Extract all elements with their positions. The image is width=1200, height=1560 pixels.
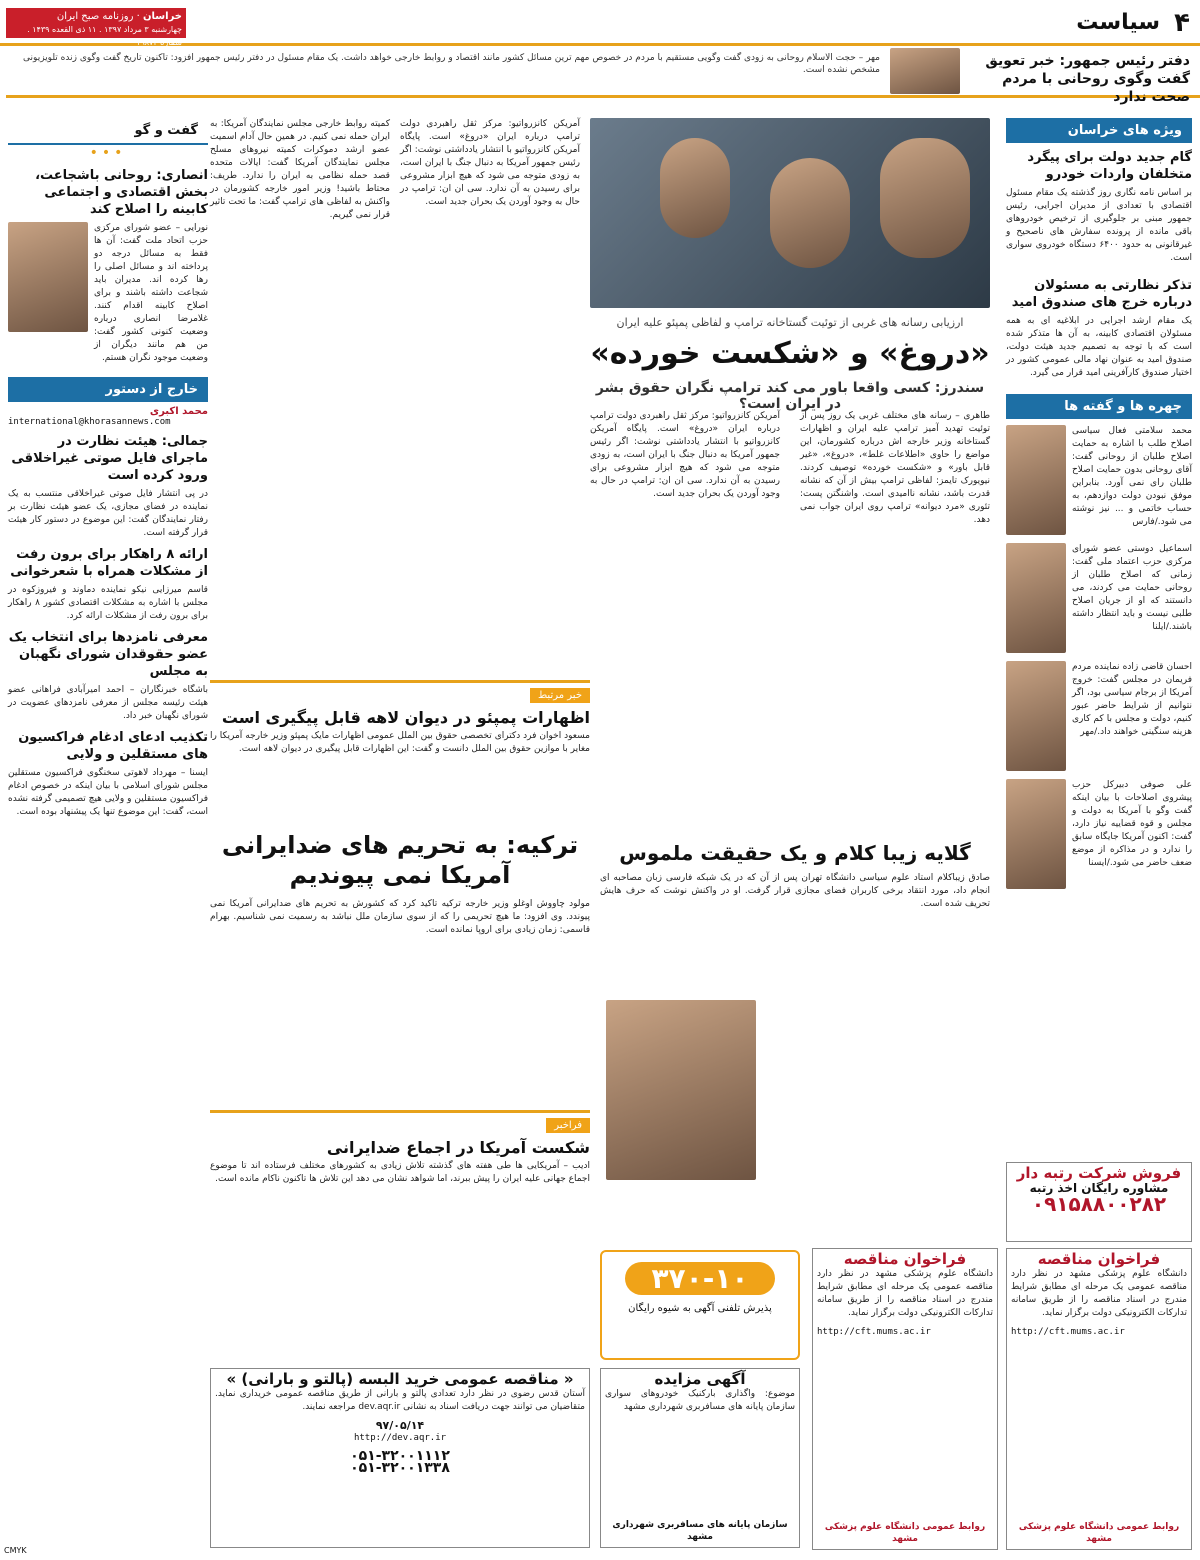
left-story2-title[interactable]: جمالی: هیئت نظارت در ماجرای فایل صوتی غیراخلاقی ورود کرده است (11, 434, 208, 483)
auction-title: آگهی مزایده (654, 1370, 746, 1388)
face1-photo (1006, 425, 1066, 535)
face-item (1006, 661, 1192, 771)
turkey-title[interactable]: ترکیه: به تحریم های ضدایرانی آمریکا نمی پیوندیم (221, 831, 579, 889)
left-story3-text: قاسم میرزایی نیکو نماینده دماوند و فیروزکوه در مجلس با اشاره به مشکلات اقتصادی کشور ۸ راهکار برای برون رفت از مشکلات ارائه کرد. (8, 585, 208, 621)
column-author: محمد اکبری (149, 406, 208, 417)
main-subhead: سندرز: کسی واقعا باور می کند ترامپ نگران حقوق بشر در ایران است؟ (595, 380, 985, 412)
tender-ad-footer: روابط عمومی دانشگاه علوم پزشکی مشهد (1018, 1522, 1180, 1544)
kala-story (600, 840, 990, 1240)
masthead-name: خراسان (143, 11, 182, 22)
phone-ad-number: ۳۷۰-۱۰ (625, 1262, 775, 1295)
left-head-1: گفت و گو (8, 118, 208, 145)
fail-title[interactable]: شکست آمریکا در اجماع ضدایرانی (326, 1138, 590, 1157)
left-story1 (8, 222, 208, 365)
left-story1-text: نورایی – عضو شورای مرکزی حزب اتحاد ملت گفت: آن ها فقط به مسائل درجه دو پرداخته اند و مسائل اصلی را رها کرده اند. مدیران باید شجاعت داشته باشند و برای اصلاح کابینه اقدام کنند. غلامرضا انصاری درباره وضعیت کنونی کشور گفت: من هم مانند دیگران از وضعیت موجود نگران هستم. (94, 223, 208, 363)
face3-photo (1006, 661, 1066, 771)
tender-ad-footer: روابط عمومی دانشگاه علوم پزشکی مشهد (824, 1522, 986, 1544)
cmyk-mark: CMYK (4, 1546, 27, 1555)
lead-strip (6, 46, 1200, 105)
face-item (1006, 779, 1192, 889)
fail-label: فراخبر (546, 1118, 590, 1133)
tender-ad-2[interactable] (812, 1248, 998, 1550)
right-column (1006, 118, 1192, 1158)
astan-text: آستان قدس رضوی در نظر دارد تعدادی پالتو و بارانی از طریق مناقصه عمومی خریداری نماید. متقاضیان می توانند جهت دریافت اسناد به نشانی dev.aqr.ir مراجعه نمایند. (215, 1389, 585, 1412)
face4-text: علی صوفی دبیرکل حزب پیشروی اصلاحات با بیان اینکه گفت وگو با آمریکا به دولت و مجلس و قوه قضاییه نیاز دارد، گفت: اکنون آمریکا جایگاه سابق را ندارد و در مذاکره از موضع ضعف حاضر می شود./ایسنا (1072, 780, 1192, 868)
tender-ad-text: دانشگاه علوم پزشکی مشهد در نظر دارد مناقصه عمومی یک مرحله ای مطابق شرایط مندرج در اسناد مناقصه را از طریق سامانه تدارکات الکترونیکی دولت برگزار نماید. (817, 1269, 993, 1318)
main-caption: ارزیابی رسانه های غربی از توئیت گستاخانه ترامپ و لفاظی پمپئو علیه ایران (616, 316, 964, 329)
fail-text: ادیب – آمریکایی ها طی هفته های گذشته تلاش زیادی به کشورهای مختلف فرستاده اند تا موضوع اجماع جهانی علیه ایران را پیش ببرند، اما شواهد نشان می دهد این تلاش ها تاکنون ناکام مانده است. (210, 1161, 590, 1184)
company-ad[interactable] (1006, 1162, 1192, 1242)
company-ad-sub: مشاوره رایگان اخذ رتبه (1029, 1181, 1169, 1195)
right-story2-text: یک مقام ارشد اجرایی در ابلاغیه ای به همه مسئولان اقتصادی کابینه، به آن ها متذکر شده است که با توجه به تصمیم جدید هیئت دولت، صندوق امید به عنوان نهاد مالی عمومی کشور در اختیار صندوق کارآفرینی امید قرار می گیرد. (1006, 316, 1192, 378)
related-text: مسعود اخوان فرد دکترای تخصصی حقوق بین الملل عمومی اظهارات مایک پمپئو وزیر خارجه آمریکا را مغایر با موازین حقوق بین الملل دانست و گفت: این اظهارات قابل پیگیری در دیوان لاهه است. (210, 731, 590, 754)
left-column (8, 118, 208, 1548)
company-ad-title: فروش شرکت رتبه دار (1016, 1164, 1182, 1182)
tender-ad-title: فراخوان مناقصه (1037, 1250, 1161, 1268)
kala-photo (606, 1000, 756, 1180)
turkey-text: مولود چاووش اوغلو وزیر خارجه ترکیه تاکید کرد که کشورش به تحریم های ضدایرانی آمریکا نمی پیوندد. وی افزود: ما هیچ تحریمی را که از سوی سازمان ملل نباشد به رسمیت نمی شناسیم. بهرام قاسمی: زمان زیادی برای اروپا نمانده است. (210, 899, 590, 935)
section-title: سیاست (1076, 10, 1160, 35)
face2-text: اسماعیل دوستی عضو شورای مرکزی حزب اعتماد ملی گفت: زمانی که اصلاح طلبان از روحانی حمایت می کردند، می دانستند که او از جریان اصلاح طلبی نیست و باید انتظار داشته باشند./ایلنا (1072, 544, 1192, 632)
turkey-story (210, 830, 590, 1100)
face4-photo (1006, 779, 1066, 889)
auction-ad[interactable] (600, 1368, 800, 1548)
kala-title[interactable]: گلایه زیبا کلام و یک حقیقت ملموس (619, 841, 971, 865)
left-story4-text: باشگاه خبرنگاران – احمد امیرآبادی فراهانی عضو هیئت رئیسه مجلس از معرفی نامزدهای عضویت در شورای نگهبان خبر داد. (8, 685, 208, 721)
left-story4-title[interactable]: معرفی نامزدها برای انتخاب یک عضو حقوقدان شورای نگهبان به مجلس (8, 630, 208, 679)
phone-ad[interactable] (600, 1250, 800, 1360)
issue-info: چهارشنبه ۳ مرداد ۱۳۹۷ . ۱۱ ذی القعده ۱۴۳۹ . شماره ۱۹۸۷۴ (27, 25, 182, 47)
right-story1-text: بر اساس نامه نگاری روز گذشته یک مقام مسئول اقتصادی با تعدادی از مدیران اجرایی، رئیس جمهور مبنی بر جلوگیری از ترخیص خودروهای باقی مانده از پرونده سفارش های ناصحیح و غیرقانونی به حدود ۶۴۰۰ دستگاه خودروی سواری است. (1006, 188, 1192, 263)
tender-ad-title: فراخوان مناقصه (843, 1250, 967, 1268)
masthead: خراسان · روزنامه صبح ایران چهارشنبه ۳ مرداد ۱۳۹۷ . ۱۱ ذی القعده ۱۴۳۹ . شماره ۱۹۸۷۴ (6, 8, 186, 38)
faces-head: چهره ها و گفته ها (1006, 394, 1192, 419)
mid-column-a: آمریکن کانزرواتیو: مرکز ثقل راهبردی دولت ترامپ درباره ایران «دروغ» است. پایگاه آمریکن کانزرواتیو با انتشار یادداشتی نوشت: اگر رئیس جمهور آمریکا به دنبال جنگ با ایران است، به زودی متوجه می شود که هیچ ابزار مشروعی برای رسیدن به آن ندارد. سی ان ان: ترامپ در حال به وجود آوردن یک بحران جدید است. (400, 119, 580, 207)
page-number: ۴ (1174, 8, 1190, 38)
tender-ad-site[interactable]: http://cft.mums.ac.ir (1011, 1327, 1125, 1337)
divider-dots: ••• (89, 145, 127, 161)
kala-text: صادق زیباکلام استاد علوم سیاسی دانشگاه تهران پس از آن که در یک شبکه فارسی زبان مصاحبه ای انجام داد، مورد انتقاد برخی کاربران فضای مجازی قرار گرفت. او در واکنش نوشت که حرف هایش تحریف شده است. (600, 873, 990, 909)
astan-ad[interactable] (210, 1368, 590, 1548)
right-story1-title[interactable]: گام جدید دولت برای پیگرد متخلفان واردات خودرو (1027, 150, 1192, 182)
left-head-2: خارج از دستور (8, 377, 208, 402)
lead-text: مهر – حجت الاسلام روحانی به زودی گفت وگویی مستقیم با مردم در خصوص مهم ترین مسائل کشور مانند اقتصاد و روابط خارجی خواهد داشت. یک مقام مسئول در دفتر رئیس جمهور افزود: تاکنون تاریخ گفت وگوی زنده تلویزیونی مشخص نشده است. (23, 53, 880, 75)
face-item (1006, 543, 1192, 653)
phone-ad-text: پذیرش تلفنی آگهی به شیوه رایگان (628, 1303, 772, 1314)
figure-1 (880, 138, 970, 258)
astan-date: ۹۷/۰۵/۱۴ (375, 1419, 425, 1432)
lead-title[interactable]: دفتر رئیس جمهور: خبر تعویق گفت وگوی روحانی با مردم صحت ندارد (985, 53, 1190, 105)
auction-text: موضوع: واگذاری بارکنیک خودروهای سواری سازمان پایانه های مسافربری شهرداری مشهد (605, 1389, 795, 1412)
face2-photo (1006, 543, 1066, 653)
left-story2-text: در پی انتشار فایل صوتی غیراخلاقی منتسب به یک نماینده در فضای مجازی، یک عضو هیئت نظارت بر رفتار نمایندگان گفت: این موضوع در دستور کار هیئت قرار گرفته است. (8, 489, 208, 538)
related-box (210, 680, 590, 820)
tender-ad-text: دانشگاه علوم پزشکی مشهد در نظر دارد مناقصه عمومی یک مرحله ای مطابق شرایط مندرج در اسناد مناقصه را از طریق سامانه تدارکات الکترونیکی دولت برگزار نماید. (1011, 1269, 1187, 1318)
column-email[interactable]: international@khorasannews.com (8, 417, 171, 427)
tender-ad-1[interactable] (1006, 1248, 1192, 1550)
left-story3-title[interactable]: ارائه ۸ راهکار برای برون رفت از مشکلات همراه با شعرخوانی (10, 547, 208, 579)
left-story5-title[interactable]: تکذیب ادعای ادغام فراکسیون های مستقلین و ولایی (18, 730, 208, 762)
face3-text: احسان قاضی زاده نماینده مردم فریمان در مجلس گفت: خروج آمریکا از برجام سیاسی بود، اگر نتوانیم از شرایط حاضر عبور کنیم، دولت و مجلس با کم کاری هزینه سنگینی خواهند داد./مهر (1072, 662, 1192, 737)
left-story1-title[interactable]: انصاری: روحانی باشجاعت، بخش اقتصادی و اجتماعی کابینه را اصلاح کند (35, 168, 208, 217)
main-headline[interactable]: «دروغ» و «شکست خورده» (590, 336, 990, 371)
astan-phone1: ۰۵۱-۳۲۰۰۱۱۱۲ (350, 1448, 450, 1464)
astan-phone2: ۰۵۱-۳۲۰۰۱۳۳۸ (350, 1460, 450, 1476)
figure-3 (660, 138, 730, 238)
right-column-head: ویژه های خراسان (1006, 118, 1192, 143)
lead-photo (890, 48, 960, 94)
face1-text: محمد سلامتی فعال سیاسی اصلاح طلب با اشاره به حمایت اصلاح طلبان از روحانی گفت: آقای روحانی بدون حمایت اصلاح طلبان رای نمی آورد. بنابراین موفق نبودن دولت دوازدهم، به حساب خاتمی و ... نیز نوشته می شود./فارس (1072, 426, 1192, 527)
main-photo (590, 118, 990, 308)
fail-box (210, 1110, 590, 1260)
auction-footer: سازمان پایانه های مسافربری شهرداری مشهد (612, 1520, 788, 1542)
top-bar (0, 0, 1200, 46)
main-body: طاهری – رسانه های مختلف غربی یک روز پس از توئیت تهدید آمیز ترامپ علیه ایران و اظهارات گستاخانه وزیر خارجه اش درباره کشورمان، این مواضع را حاوی «اطلاعات غلط»، «دروغ»، «غیر قابل باور» و «شکست خورده» توصیف کردند. نیویورک تایمز: لفاظی ترامپ بیش از آن که نشانه قدرت باشد، نشانه ناامیدی است. واشنگتن پست: تئوری «مرد دیوانه» ترامپ روی ایران جواب نمی دهد. (800, 411, 990, 525)
figure-2 (770, 158, 850, 268)
company-ad-phone: ۰۹۱۵۸۸۰۰۲۸۲ (1031, 1192, 1167, 1216)
astan-site[interactable]: http://dev.aqr.ir (353, 1433, 447, 1443)
main-body-2: آمریکن کانزرواتیو: مرکز ثقل راهبردی دولت ترامپ درباره ایران «دروغ» است. پایگاه آمریکن کانزرواتیو با انتشار یادداشتی نوشت: اگر رئیس جمهور آمریکا به دنبال جنگ با ایران است، به زودی متوجه می شود که هیچ ابزار مشروعی برای رسیدن به آن ندارد. سی ان ان: ترامپ در حال به وجود آوردن یک بحران جدید است. (590, 411, 780, 499)
related-title[interactable]: اظهارات پمپئو در دیوان لاهه قابل پیگیری است (221, 708, 590, 727)
related-label: خبر مرتبط (530, 688, 590, 703)
tender-ad-site[interactable]: http://cft.mums.ac.ir (817, 1327, 931, 1337)
masthead-sub: روزنامه صبح ایران (56, 11, 134, 22)
right-story2-title[interactable]: تذکر نظارتی به مسئولان درباره خرج های صندوق امید (1011, 278, 1192, 310)
left-story1-photo (8, 222, 88, 332)
astan-title: « مناقصه عمومی خرید البسه (پالتو و بارانی) » (226, 1370, 574, 1388)
left-story5-text: ایسنا – مهرداد لاهوتی سخنگوی فراکسیون مستقلین مجلس شورای اسلامی با بیان اینکه در خصوص ادغام فراکسیون مستقلین و ولایی هیچ تصمیمی گرفته نشده است، گفت: این موضوع تنها یک پیشنهاد بوده است. (8, 768, 208, 817)
face-item (1006, 425, 1192, 535)
mid-column-b: کمیته روابط خارجی مجلس نمایندگان آمریکا: به ایران حمله نمی کنیم. در همین حال آدام اسمیت عضو ارشد دموکرات کمیته نیروهای مسلح مجلس نمایندگان آمریکا گفت: ایالات متحده قصد حمله نظامی به ایران را ندارد. طریف: محتاط باشید! وزیر امور خارجه کشورمان در واکنش به لفاظی های ترامپ گفت: ما تحت تاثیر قرار نمی گیریم. (210, 119, 390, 220)
